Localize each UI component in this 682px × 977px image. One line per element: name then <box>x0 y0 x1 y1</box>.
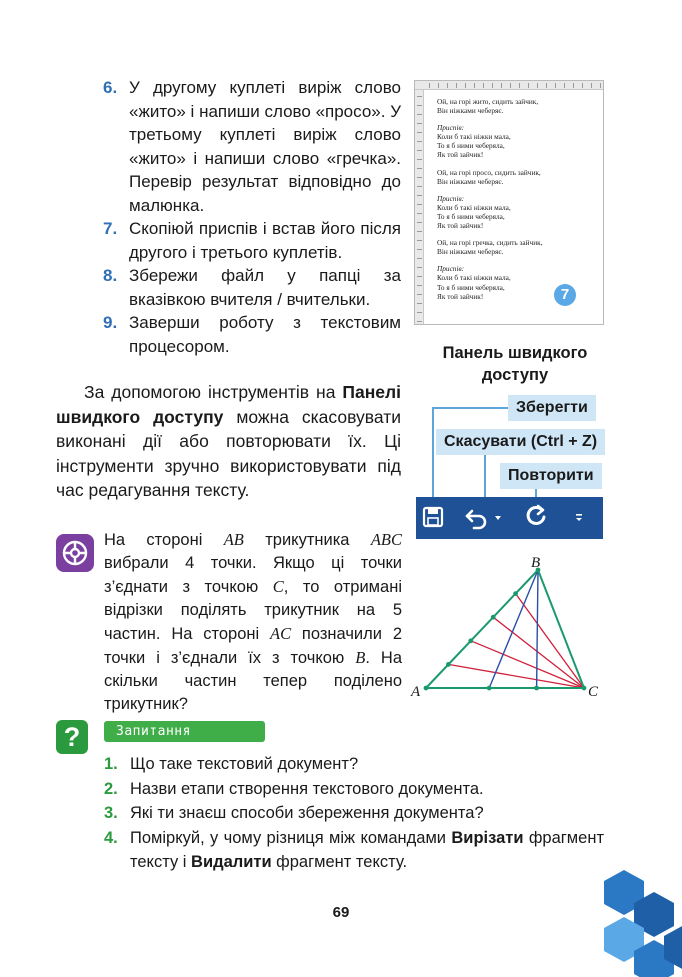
ruler-tick <box>417 123 422 124</box>
document-line <box>437 160 597 168</box>
document-line: Він ніжками чеберяє. <box>437 106 504 116</box>
ruler-tick <box>564 83 565 88</box>
ruler-tick <box>417 240 422 241</box>
steps-list <box>103 76 401 358</box>
ruler-tick <box>492 83 493 88</box>
ruler-tick <box>483 83 484 88</box>
blue-segment <box>537 570 538 688</box>
question-text-part: фрагмент тексту і <box>130 828 604 871</box>
document-line <box>437 230 597 238</box>
math-label: ABC <box>370 530 402 549</box>
ruler-tick <box>417 159 422 160</box>
document-line: Як той зайчик! <box>437 221 484 231</box>
ruler-tick <box>417 168 422 169</box>
puzzle-text-part: , то отримані відрізки поділять трикутник на 5 частин. На стороні <box>104 578 402 643</box>
ruler-tick <box>417 285 422 286</box>
list-item <box>104 752 604 777</box>
redo-icon[interactable] <box>528 506 544 523</box>
step-text: Скопіюй приспів і встав його після другого і третього куплетів. <box>129 219 401 262</box>
list-item <box>104 777 604 802</box>
document-line: Приспів: <box>437 264 465 274</box>
document-line: Він ніжками чеберяє. <box>437 176 504 186</box>
triangle-point <box>468 638 473 643</box>
step-text: Збережи файл у папці за вказівкою вчителя / вчительки. <box>129 266 401 309</box>
list-item <box>103 76 401 217</box>
paragraph-text-end: можна скасовувати виконані дії або повторювати їх. Ці інструменти зручно використовувати під час редагування тексту. <box>56 406 401 500</box>
quick-access-title: Панель швидкого доступу <box>442 344 588 384</box>
document-line: Ой, на горі просо, сидить зайчик, <box>437 167 541 177</box>
document-line: То я б ними чеберяла, <box>437 211 505 221</box>
question-text-part: Які ти знаєш способи збереження документа? <box>130 804 484 822</box>
ruler-tick <box>456 83 457 88</box>
blue-segment <box>489 570 538 688</box>
red-segment <box>448 664 584 688</box>
document-line: Як той зайчик! <box>437 150 484 160</box>
step-text: У другому куплеті виріж слово «жито» і напиши слово «просо». У третьому куплеті виріж слово «жито» і напиши слово «гречка». Перевір результат відповідно до малюнка. <box>129 78 401 215</box>
step-number: 6. <box>103 78 118 97</box>
toolbar-icons <box>416 497 603 539</box>
questions-list <box>104 752 604 875</box>
page-number: 69 <box>332 904 350 921</box>
triangle-point <box>534 686 539 691</box>
question-text <box>130 826 604 875</box>
ruler-tick <box>417 312 422 313</box>
save-label: Зберегти <box>508 395 596 421</box>
document-line <box>437 115 597 123</box>
ruler-tick <box>591 83 592 88</box>
ruler-tick <box>417 258 422 259</box>
command-name: Вирізати <box>451 828 524 847</box>
puzzle-text-part: вибрали 4 точки. Якщо ці точки з’єднати з точкою <box>104 554 402 596</box>
document-line: Приспів: <box>437 193 465 203</box>
triangle-point <box>487 686 492 691</box>
vertex-label: B <box>531 555 541 571</box>
ruler-tick <box>528 83 529 88</box>
undo-icon[interactable] <box>467 511 485 528</box>
document-line <box>437 186 597 194</box>
vertex-label: A <box>411 684 421 700</box>
document-line: Як той зайчик! <box>437 291 484 301</box>
question-icon: ? <box>56 720 88 754</box>
ruler-tick <box>417 222 422 223</box>
intro-paragraph <box>56 380 401 503</box>
list-item <box>103 311 401 358</box>
document-line <box>437 256 597 264</box>
undo-label: Скасувати (Ctrl + Z) <box>436 429 605 455</box>
ruler-tick <box>438 83 439 88</box>
ruler-tick <box>417 249 422 250</box>
document-line: Ой, на горі жито, сидить зайчик, <box>437 97 539 106</box>
ruler-tick <box>417 150 422 151</box>
question-text <box>130 777 604 802</box>
ruler-tick <box>417 141 422 142</box>
question-text <box>130 801 604 826</box>
ruler-tick <box>501 83 502 88</box>
document-line: Коли б такі ніжки мала, <box>437 202 511 212</box>
question-number: 4. <box>104 828 118 847</box>
ruler-tick <box>417 195 422 196</box>
paragraph-bold: Панелі швидкого доступу <box>56 382 401 427</box>
ruler-tick <box>555 83 556 88</box>
puzzle-icon <box>56 534 94 572</box>
ruler-tick <box>417 204 422 205</box>
question-number: 2. <box>104 779 118 798</box>
math-label: AC <box>270 624 292 643</box>
ruler-tick <box>417 132 422 133</box>
puzzle-text-part: . На скільки частин тепер поділено трикутник? <box>104 649 403 713</box>
document-line: Коли б такі ніжки мала, <box>437 132 511 142</box>
math-label: B <box>355 648 366 667</box>
ruler-tick <box>417 303 422 304</box>
ruler-tick <box>417 321 422 322</box>
triangle-figure <box>408 552 608 702</box>
document-line: Ой, на горі гречка, сидить зайчик, <box>437 238 543 248</box>
document-line: То я б ними чеберяла, <box>437 282 505 292</box>
document-page <box>437 97 597 301</box>
triangle-point <box>424 686 429 691</box>
step-text: Заверши роботу з текстовим процесором. <box>129 313 401 356</box>
question-text-part: Назви етапи створення текстового документа. <box>130 779 484 798</box>
triangle-point <box>446 662 451 667</box>
math-label: C <box>272 577 284 596</box>
document-line: Він ніжками чеберяє. <box>437 247 504 257</box>
quick-access-toolbar <box>416 497 603 539</box>
ruler-tick <box>417 186 422 187</box>
document-line: Коли б такі ніжки мала, <box>437 273 511 283</box>
ruler-tick <box>417 96 422 97</box>
step-badge: 7 <box>554 284 576 306</box>
step-number: 8. <box>103 266 118 285</box>
questions-header: Запитання <box>104 721 265 742</box>
ruler-tick <box>429 83 430 88</box>
ruler-tick <box>417 276 422 277</box>
ruler-tick <box>417 213 422 214</box>
redo-label: Повторити <box>500 463 602 489</box>
document-line: То я б ними чеберяла, <box>437 141 505 151</box>
question-text-part: фрагмент тексту. <box>271 853 408 871</box>
customize-toolbar-icon[interactable] <box>576 514 582 521</box>
ruler-tick <box>417 231 422 232</box>
question-text-part: Поміркуй, у чому різниця між командами <box>130 828 452 847</box>
question-text-part: Що таке текстовий документ? <box>130 755 359 773</box>
horizontal-ruler <box>415 81 603 90</box>
vertical-ruler <box>415 90 424 325</box>
step-number: 9. <box>103 313 118 332</box>
triangle-point <box>491 615 496 620</box>
ruler-tick <box>447 83 448 88</box>
ruler-tick <box>582 83 583 88</box>
ruler-tick <box>519 83 520 88</box>
ruler-tick <box>573 83 574 88</box>
puzzle-text-part: На стороні <box>104 531 224 549</box>
ruler-tick <box>537 83 538 88</box>
paragraph-text: За допомогою інструментів на <box>84 382 343 402</box>
ruler-tick <box>510 83 511 88</box>
triangle-point <box>513 591 518 596</box>
ruler-tick <box>417 177 422 178</box>
ruler-tick <box>417 105 422 106</box>
ruler-tick <box>474 83 475 88</box>
decorative-hexagons <box>594 870 682 977</box>
command-name: Видалити <box>191 853 272 871</box>
list-item <box>103 264 401 311</box>
question-text <box>130 752 604 777</box>
leader-line <box>432 407 508 409</box>
puzzle-text <box>104 528 402 716</box>
step-number: 7. <box>103 219 118 238</box>
document-screenshot <box>414 80 604 325</box>
question-number: 3. <box>104 804 118 822</box>
triangle-point <box>582 686 587 691</box>
list-item <box>104 801 604 826</box>
chevron-down-icon[interactable] <box>495 516 501 520</box>
ruler-tick <box>417 114 422 115</box>
puzzle-text-part: позначили 2 точки і з’єднали їх з точкою <box>104 625 402 667</box>
puzzle-text-part: трикутника <box>243 531 371 549</box>
vertex-label: C <box>588 684 599 700</box>
list-item <box>103 217 401 264</box>
save-icon[interactable] <box>424 508 442 526</box>
ruler-tick <box>546 83 547 88</box>
question-number: 1. <box>104 755 118 773</box>
leader-line <box>432 407 434 505</box>
ruler-tick <box>600 83 601 88</box>
math-label: AB <box>223 530 244 549</box>
document-line: Приспів: <box>437 123 465 133</box>
list-item <box>104 826 604 875</box>
ruler-tick <box>465 83 466 88</box>
ruler-tick <box>417 267 422 268</box>
ruler-tick <box>417 294 422 295</box>
